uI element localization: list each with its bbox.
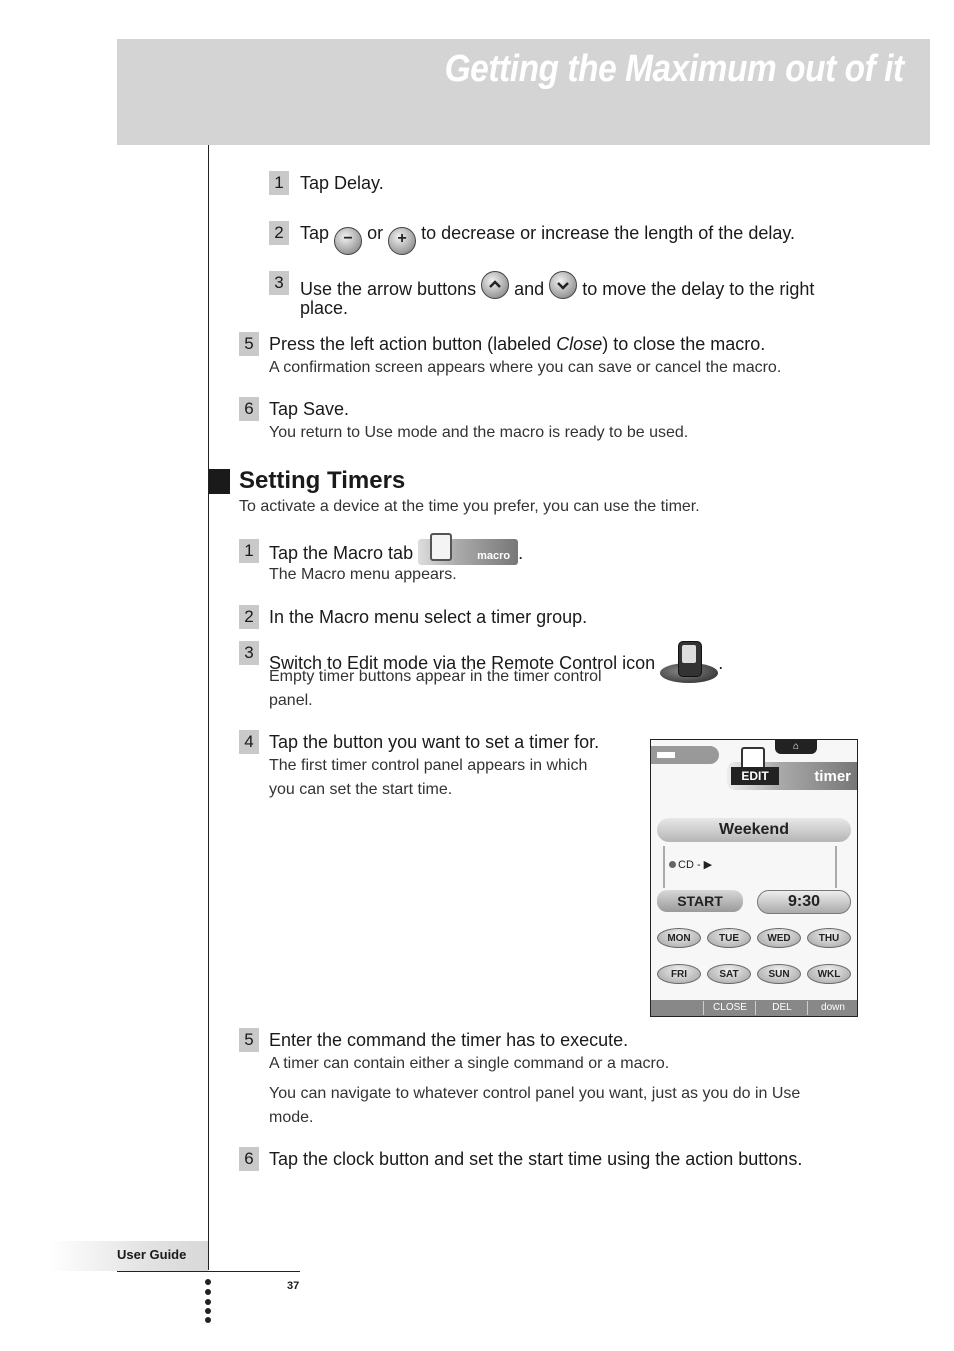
step-text-part: Press the left action button (labeled: [269, 334, 557, 354]
step-text: Tap Save.: [269, 399, 350, 419]
step-text: Tap Delay.: [300, 173, 384, 193]
step-text: Enter the command the timer has to execute.: [269, 1030, 629, 1050]
dot-decoration: [205, 1308, 211, 1314]
timer-command-label: CD -: [678, 859, 701, 871]
step-text-part: Use the arrow buttons: [300, 279, 477, 299]
day-button: SUN: [757, 964, 801, 984]
step-desc: The first timer control panel appears in which: [269, 757, 588, 774]
step-desc: mode.: [269, 1109, 314, 1126]
close-action: CLOSE: [703, 1001, 756, 1015]
panel-line: [663, 846, 665, 888]
step-text-part: to decrease or increase the length of the delay.: [421, 223, 796, 243]
dot-decoration: [205, 1299, 211, 1305]
day-button: THU: [807, 928, 851, 948]
step-number: 2: [239, 605, 259, 629]
start-button: START: [657, 890, 743, 912]
step-text: [269, 539, 523, 565]
minus-icon: −: [334, 227, 362, 255]
section-marker: [209, 469, 230, 494]
home-icon: ⌂: [775, 740, 817, 754]
margin-rule: [208, 145, 209, 1270]
section-intro: To activate a device at the time you prefer, you can use the timer.: [239, 498, 700, 515]
remote-screen: [682, 645, 696, 663]
section-heading: Setting Timers: [239, 467, 406, 494]
page-title: Getting the Maximum out of it: [444, 48, 904, 90]
day-button: FRI: [657, 964, 701, 984]
step-number: 5: [239, 332, 259, 356]
step-text-cont: place.: [300, 298, 349, 318]
day-button: TUE: [707, 928, 751, 948]
timer-group-name: Weekend: [657, 818, 851, 842]
step-desc: panel.: [269, 692, 313, 709]
device-chip: [657, 752, 675, 758]
bullet-icon: [669, 861, 676, 868]
step-text: [269, 332, 765, 356]
device-top-tab: [651, 746, 719, 764]
footer-rule: [117, 1271, 300, 1272]
step-text: Tap the button you want to set a timer for.: [269, 732, 600, 752]
down-action: down: [807, 1001, 858, 1015]
step-text-part: .: [718, 653, 724, 673]
page-number: 37: [287, 1280, 300, 1292]
step-number: 1: [269, 171, 289, 195]
arrow-down-icon: [549, 271, 577, 299]
step-text-part: .: [518, 543, 524, 563]
footer-label: User Guide: [117, 1247, 187, 1262]
step-text-part: ) to close the macro.: [602, 334, 766, 354]
timer-label: timer: [814, 768, 851, 785]
arrow-up-icon: [481, 271, 509, 299]
step-number: 4: [239, 730, 259, 754]
day-button: MON: [657, 928, 701, 948]
step-text: In the Macro menu select a timer group.: [269, 607, 588, 627]
play-icon: ▶: [703, 859, 713, 871]
macro-tab-label: macro: [477, 550, 511, 562]
dot-decoration: [205, 1289, 211, 1295]
step-number: 6: [239, 1147, 259, 1171]
panel-line: [835, 846, 837, 888]
step-desc: You can navigate to whatever control panel you want, just as you do in Use: [269, 1085, 801, 1102]
step-desc: The Macro menu appears.: [269, 566, 457, 583]
day-button: WED: [757, 928, 801, 948]
step-desc: Empty timer buttons appear in the timer control: [269, 668, 602, 685]
day-button: SAT: [707, 964, 751, 984]
step-text-part: and: [514, 279, 545, 299]
step-number: 5: [239, 1028, 259, 1052]
step-text-emphasis: Close: [556, 334, 603, 354]
step-number: 2: [269, 221, 289, 245]
step-number: 3: [269, 271, 289, 295]
clock-button: 9:30: [757, 890, 851, 914]
step-desc: A timer can contain either a single command or a macro.: [269, 1055, 670, 1072]
step-text: [300, 221, 795, 255]
timer-panel-screenshot: [650, 739, 858, 1017]
dot-decoration: [205, 1317, 211, 1323]
step-text: Tap the clock button and set the start time using the action buttons.: [269, 1149, 803, 1169]
dot-decoration: [205, 1279, 211, 1285]
step-text-part: to move the delay to the right: [582, 279, 815, 299]
step-desc: you can set the start time.: [269, 781, 453, 798]
step-number: 6: [239, 397, 259, 421]
step-text-part: Tap the Macro tab: [269, 543, 414, 563]
document-icon: [430, 533, 452, 561]
step-text-part: Switch to Edit mode via the Remote Control icon: [269, 653, 656, 673]
step-text: [300, 271, 814, 301]
step-text-part: Tap: [300, 223, 330, 243]
plus-icon: +: [388, 227, 416, 255]
step-number: 1: [239, 539, 259, 563]
step-number: 3: [239, 641, 259, 665]
macro-tab-icon: [418, 539, 518, 565]
edit-badge: EDIT: [731, 767, 779, 785]
timer-command: [669, 858, 712, 871]
step-desc: You return to Use mode and the macro is ready to be used.: [269, 424, 689, 441]
day-button: WKL: [807, 964, 851, 984]
remote-control-icon: [660, 641, 718, 683]
step-text-part: or: [367, 223, 384, 243]
step-desc: A confirmation screen appears where you can save or cancel the macro.: [269, 359, 782, 376]
delete-action: DEL: [755, 1001, 808, 1015]
